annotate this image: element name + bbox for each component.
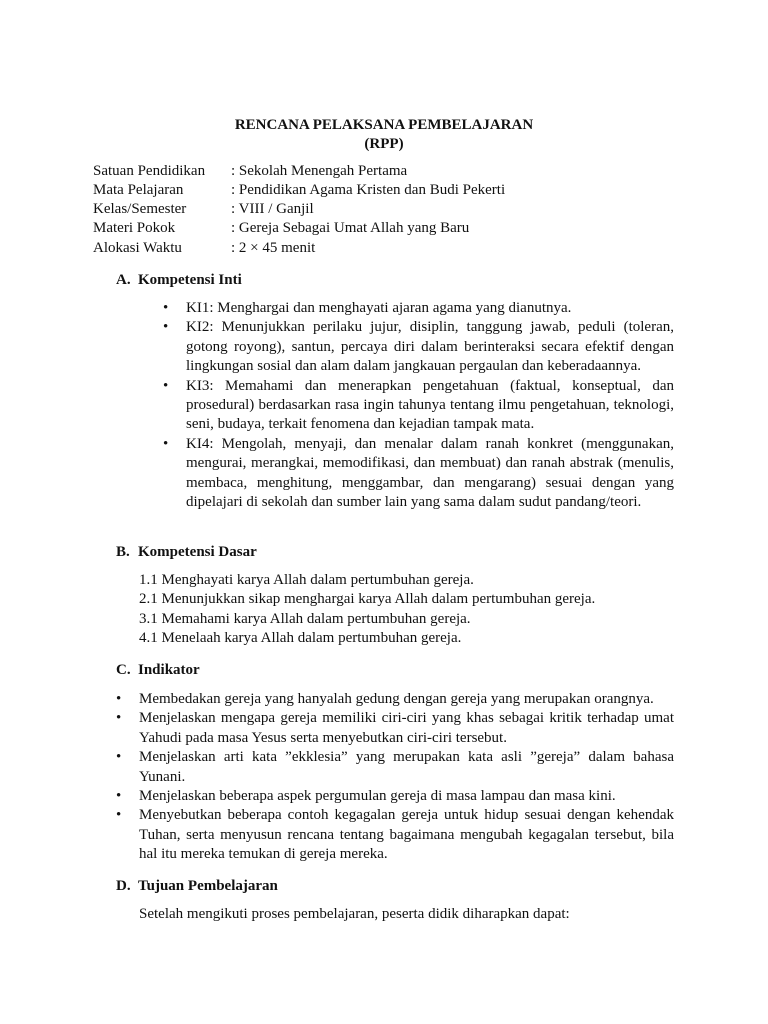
list-item-text: Menjelaskan mengapa gereja memiliki ciri-ciri yang khas sebagai kritik terhadap umat Yahudi pada masa Yesus serta menyebutkan ciri-ciri tersebut. [139, 710, 674, 746]
list-item: 2.1 Menunjukkan sikap menghargai karya Allah dalam pertumbuhan gereja. [139, 591, 596, 608]
meta-value: : Pendidikan Agama Kristen dan Budi Pekerti [231, 182, 506, 198]
list-item: 1.1 Menghayati karya Allah dalam pertumbuhan gereja. [139, 572, 474, 588]
tujuan-intro: Setelah mengikuti proses pembelajaran, peserta didik diharapkan dapat: [139, 906, 570, 922]
indikator-list [116, 690, 674, 865]
document-subtitle: (RPP) [364, 136, 404, 152]
section-title: Tujuan Pembelajaran [138, 878, 278, 894]
meta-value: : 2 × 45 menit [231, 240, 316, 256]
list-item-text: Menjelaskan arti kata ”ekklesia” yang merupakan kata asli ”gereja” dalam bahasa Yunani. [139, 749, 674, 785]
list-item-text: KI2: Menunjukkan perilaku jujur, disiplin, tanggung jawab, peduli (toleran, gotong royong), santun, percaya diri dalam berinteraksi secara efektif dengan lingkungan sosial dan alam dalam jangkauan pergaulan dan keberadaannya. [186, 319, 674, 375]
section-letter: D. [116, 878, 131, 894]
section-title: Indikator [138, 662, 200, 678]
document-title: RENCANA PELAKSANA PEMBELAJARAN [234, 117, 534, 133]
list-item [163, 435, 674, 513]
list-item: 4.1 Menelaah karya Allah dalam pertumbuhan gereja. [139, 630, 462, 647]
kompetensi-dasar-list [139, 571, 679, 649]
meta-value: : Sekolah Menengah Pertama [231, 163, 408, 179]
meta-value: : VIII / Ganjil [231, 201, 314, 217]
section-letter: B. [116, 544, 130, 560]
section-letter: C. [116, 662, 131, 678]
list-item-text: KI1: Menghargai dan menghayati ajaran agama yang dianutnya. [186, 300, 572, 316]
list-item-text: Menjelaskan beberapa aspek pergumulan gereja di masa lampau dan masa kini. [139, 788, 616, 805]
section-heading-kompetensi-inti [116, 271, 242, 290]
section-heading-kompetensi-dasar [116, 543, 257, 562]
bullet-icon: • [116, 710, 122, 727]
list-item [116, 748, 674, 787]
section-letter: A. [116, 272, 131, 288]
meta-value: : Gereja Sebagai Umat Allah yang Baru [231, 220, 470, 236]
list-item-text: Menyebutkan beberapa contoh kegagalan gereja untuk hidup sesuai dengan kehendak Tuhan, serta menyusun rencana tentang bagaimana mengubah kegagalan tersebut, bila hal itu mereka temukan di gereja mereka. [139, 807, 674, 863]
bullet-icon: • [116, 749, 122, 766]
list-item [163, 299, 674, 318]
meta-key: Kelas/Semester [93, 201, 187, 217]
list-item [116, 806, 674, 864]
list-item: 3.1 Memahami karya Allah dalam pertumbuhan gereja. [139, 610, 471, 627]
section-title: Kompetensi Dasar [138, 544, 257, 560]
section-heading-tujuan-pembelajaran [116, 877, 278, 896]
list-item-text: Membedakan gereja yang hanyalah gedung dengan gereja yang merupakan orangnya. [139, 691, 654, 707]
bullet-icon: • [163, 435, 169, 452]
bullet-icon: • [116, 807, 122, 824]
meta-key: Alokasi Waktu [93, 240, 182, 256]
bullet-icon: • [163, 300, 169, 316]
list-item [163, 377, 674, 435]
meta-key: Materi Pokok [93, 220, 176, 236]
meta-key: Satuan Pendidikan [93, 163, 206, 179]
list-item-text: KI4: Mengolah, menyaji, dan menalar dalam ranah konkret (menggunakan, mengurai, merangkai, memodifikasi, dan membuat) dan ranah abstrak (menulis, membaca, menghitung, menggambar, dan mengarang) sesuai dengan yang dipelajari di sekolah dan sumber lain yang sama dalam sudut pandang/teori. [186, 435, 674, 511]
section-heading-indikator [116, 661, 200, 680]
list-item [163, 318, 674, 376]
bullet-icon: • [116, 788, 122, 805]
bullet-icon: • [163, 377, 169, 394]
bullet-icon: • [116, 691, 122, 707]
list-item [116, 709, 674, 748]
meta-key: Mata Pelajaran [93, 182, 184, 198]
bullet-icon: • [163, 319, 169, 336]
list-item [116, 787, 674, 806]
list-item-text: KI3: Memahami dan menerapkan pengetahuan (faktual, konseptual, dan prosedural) berdasarkan rasa ingin tahunya tentang ilmu pengetahuan, teknologi, seni, budaya, terkait fenomena dan kejadian tampak mata. [186, 377, 674, 433]
section-title: Kompetensi Inti [138, 272, 242, 288]
kompetensi-inti-list [163, 299, 674, 512]
list-item [116, 690, 674, 709]
